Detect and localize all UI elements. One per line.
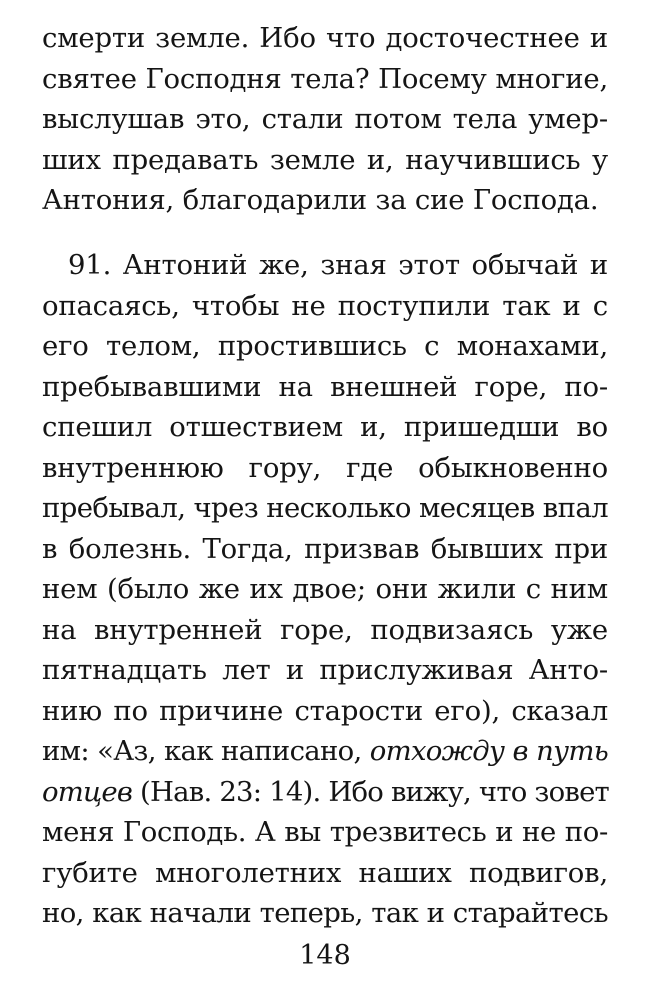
text-line: внутреннюю гору, где обыкновенно [42,451,608,484]
text-line: выслушав это, стали потом тела умер- [42,103,608,135]
paragraph-continuation [42,18,608,221]
italic-quotation: отхожду в путь [369,735,608,767]
quote-intro: им: «Аз, как написано, [42,735,370,767]
text-line: на внутренней горе, подвизаясь уже [42,613,608,646]
text-line-with-citation [42,772,608,813]
text-line: пребывал, чрез несколько месяцев впал [42,492,609,524]
text-line: нем (было же их двое; они жили с ним [42,573,608,605]
text-line-with-quote [42,731,608,772]
text-line: пятнадцать лет и прислуживая Анто- [42,654,608,686]
text-line: 91. Антоний же, зная этот обычай и [68,249,608,281]
text-line: спешил отшествием и, пришедши во [42,411,608,443]
text-line: пребывавшими на внешней горе, по- [42,370,608,403]
paragraph-91 [42,245,608,934]
text-line: смерти земле. Ибо что досточестнее и [42,22,608,54]
text-line: опасаясь, чтобы не поступили так и с [42,289,608,322]
text-line: меня Господь. А вы трезвитесь и не по- [42,816,608,848]
text-line: в болезнь. Тогда, призвав бывших при [42,532,608,565]
text-line: святее Господня тела? Посему многие, [42,62,608,95]
page-number: 148 [299,940,351,971]
citation-text: (Нав. 23: 14). Ибо вижу, что зовет [132,775,609,808]
text-line: но, как начали теперь, так и старайтесь [42,897,608,929]
text-line: ших предавать земле и, научившись у [42,143,608,176]
text-line: нию по причине старости его), сказал [42,694,608,727]
text-line: Антония, благодарили за сие Господа. [42,184,599,216]
text-line: его телом, простившись с монахами, [42,330,608,362]
text-line: губите многолетних наших подвигов, [42,856,608,889]
italic-quotation: отцев [42,775,133,808]
